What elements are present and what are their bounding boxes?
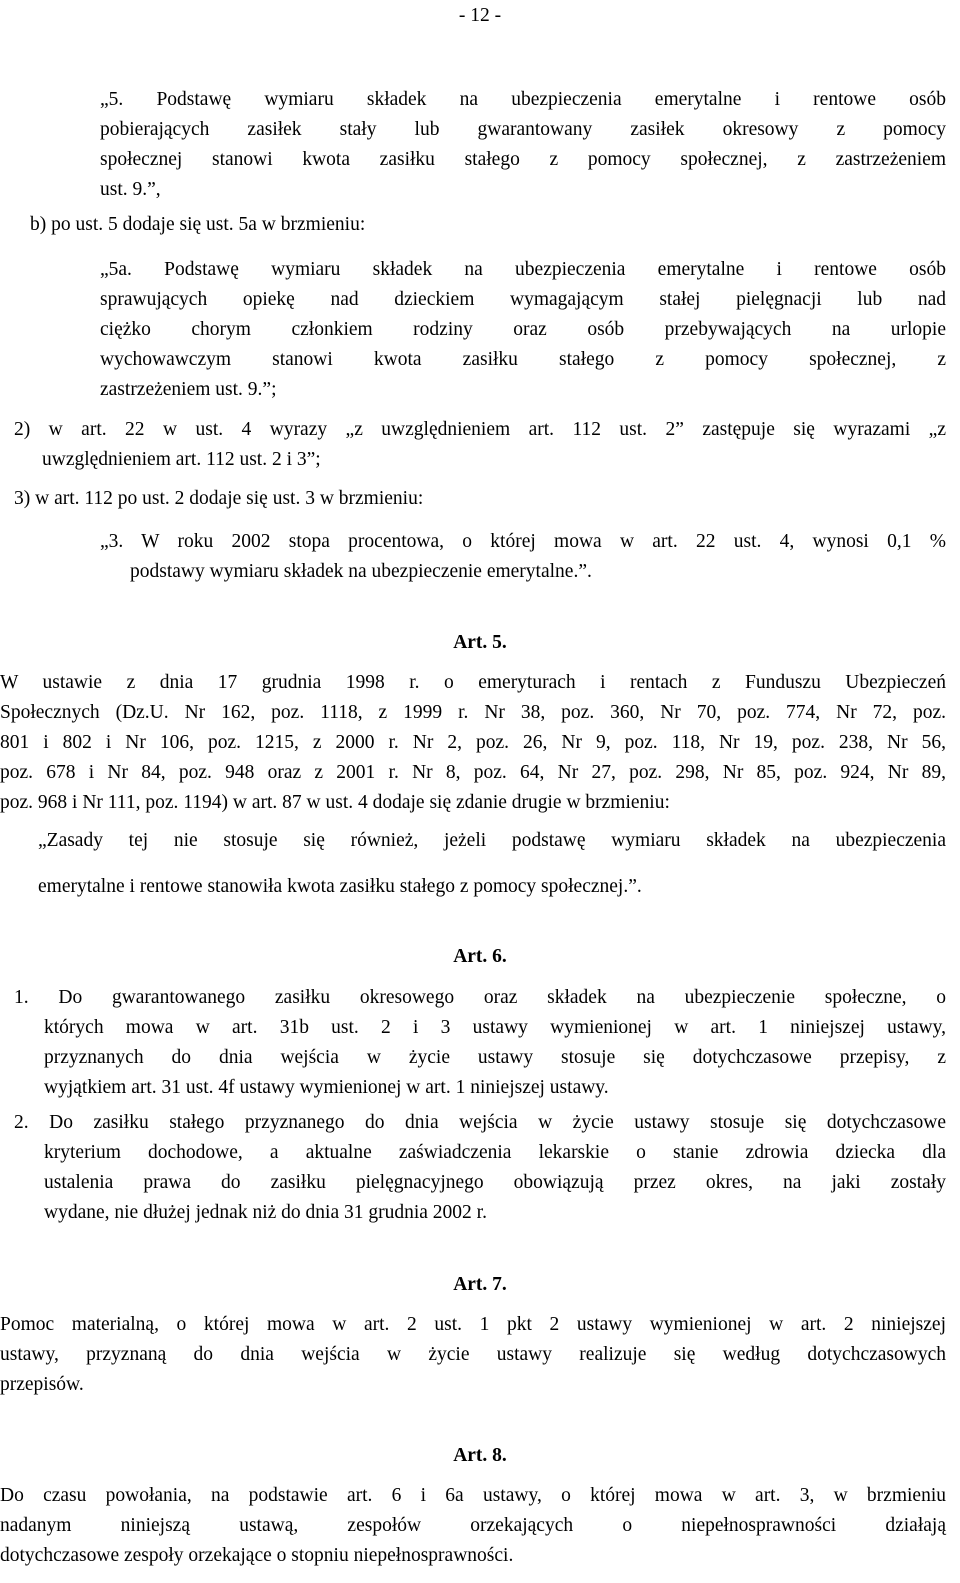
article-5-quote — [38, 818, 946, 910]
article-7-heading: Art. 7. — [453, 1274, 507, 1295]
text-line: b) po ust. 5 dodaje się ust. 5a w brzmieniu: — [30, 214, 366, 235]
text-line: dotychczasowe zespoły orzekające o stopniu niepełnosprawności. — [0, 1545, 514, 1566]
article-5-heading: Art. 5. — [453, 632, 507, 653]
text-line: W ustawie z dnia 17 grudnia 1998 r. o emeryturach i rentach z Funduszu Ubezpieczeń — [0, 672, 946, 693]
text-line: poz. 968 i Nr 111, poz. 1194) w art. 87 w ust. 4 dodaje się zdanie drugie w brzmieniu: — [0, 792, 670, 813]
item-3 — [14, 484, 946, 514]
item-2 — [14, 415, 946, 475]
text-line: zastrzeżeniem ust. 9.”; — [100, 379, 277, 400]
text-line: ciężko chorym członkiem rodziny oraz osób przebywających na urlopie — [100, 319, 946, 340]
text-line: ust. 9.”, — [100, 179, 161, 200]
article-8-heading: Art. 8. — [453, 1445, 507, 1466]
text-line: uwzględnieniem art. 112 ust. 2 i 3”; — [42, 449, 321, 470]
text-line: sprawujących opiekę nad dzieckiem wymagającym stałej pielęgnacji lub nad — [100, 289, 946, 310]
article-6-paragraph-2 — [14, 1108, 946, 1228]
text-line: podstawy wymiaru składek na ubezpieczenie emerytalne.”. — [130, 561, 592, 582]
text-line: pobierających zasiłek stały lub gwarantowany zasiłek okresowy z pomocy — [100, 119, 946, 140]
text-line: ustawy, przyznaną do dnia wejścia w życie ustawy realizuje się według dotychczasowych — [0, 1344, 946, 1365]
text-line: przepisów. — [0, 1374, 84, 1395]
text-line: „5. Podstawę wymiaru składek na ubezpieczenia emerytalne i rentowe osób — [100, 89, 946, 110]
item-b — [30, 210, 930, 240]
text-line: Do czasu powołania, na podstawie art. 6 i 6a ustawy, o której mowa w art. 3, w brzmieniu — [0, 1485, 946, 1506]
text-line: wyjątkiem art. 31 ust. 4f ustawy wymienionej w art. 1 niniejszej ustawy. — [44, 1077, 609, 1098]
text-line: emerytalne i rentowe stanowiła kwota zasiłku stałego z pomocy społecznej.”. — [38, 876, 642, 897]
article-6-heading: Art. 6. — [453, 946, 507, 967]
text-line: poz. 678 i Nr 84, poz. 948 oraz z 2001 r. Nr 8, poz. 64, Nr 27, poz. 298, Nr 85, poz. 924, Nr 89, — [0, 762, 946, 783]
article-6-paragraph-1 — [14, 983, 946, 1103]
text-line: „5a. Podstawę wymiaru składek na ubezpieczenia emerytalne i rentowe osób — [100, 259, 946, 280]
text-line: wydane, nie dłużej jednak niż do dnia 31 grudnia 2002 r. — [44, 1202, 487, 1223]
text-line: których mowa w art. 31b ust. 2 i 3 ustawy wymienionej w art. 1 niniejszej ustawy, — [44, 1017, 946, 1038]
quote-paragraph-5a — [100, 255, 946, 405]
text-line: przyznanych do dnia wejścia w życie ustawy stosuje się dotychczasowe przepisy, z — [44, 1047, 946, 1068]
text-line: wychowawczym stanowi kwota zasiłku stałego z pomocy społecznej, z — [100, 349, 946, 370]
text-line: ustalenia prawa do zasiłku pielęgnacyjnego obowiązują przez okres, na jaki zostały — [44, 1172, 946, 1193]
article-7-body — [0, 1310, 946, 1400]
quote-paragraph-5 — [100, 85, 946, 205]
quote-paragraph-3 — [100, 527, 946, 587]
text-line: kryterium dochodowe, a aktualne zaświadczenia lekarskie o stanie zdrowia dziecka dla — [44, 1142, 946, 1163]
text-line: 1. Do gwarantowanego zasiłku okresowego oraz składek na ubezpieczenie społeczne, o — [14, 987, 946, 1008]
text-line: „3. W roku 2002 stopa procentowa, o której mowa w art. 22 ust. 4, wynosi 0,1 % — [100, 531, 946, 552]
text-line: 2. Do zasiłku stałego przyznanego do dnia wejścia w życie ustawy stosuje się dotychczasowe — [14, 1112, 946, 1133]
text-line: społecznej stanowi kwota zasiłku stałego z pomocy społecznej, z zastrzeżeniem — [100, 149, 946, 170]
article-5-body — [0, 668, 946, 818]
page-number: - 12 - — [458, 5, 502, 26]
text-line: Pomoc materialną, o której mowa w art. 2 ust. 1 pkt 2 ustawy wymienionej w art. 2 niniejszej — [0, 1314, 946, 1335]
text-line: 3) w art. 112 po ust. 2 dodaje się ust. 3 w brzmieniu: — [14, 488, 424, 509]
text-line: Społecznych (Dz.U. Nr 162, poz. 1118, z 1999 r. Nr 38, poz. 360, Nr 70, poz. 774, Nr 72, poz. — [0, 702, 946, 723]
text-line: 2) w art. 22 w ust. 4 wyrazy „z uwzględnieniem art. 112 ust. 2” zastępuje się wyrazami „z — [14, 419, 946, 440]
text-line: nadanym niniejszą ustawą, zespołów orzekających o niepełnosprawności działają — [0, 1515, 946, 1536]
text-line: „Zasady tej nie stosuje się również, jeżeli podstawę wymiaru składek na ubezpieczenia — [38, 830, 946, 851]
article-8-body — [0, 1481, 946, 1571]
text-line: 801 i 802 i Nr 106, poz. 1215, z 2000 r. Nr 2, poz. 26, Nr 9, poz. 118, Nr 19, poz. 238, Nr 56, — [0, 732, 946, 753]
